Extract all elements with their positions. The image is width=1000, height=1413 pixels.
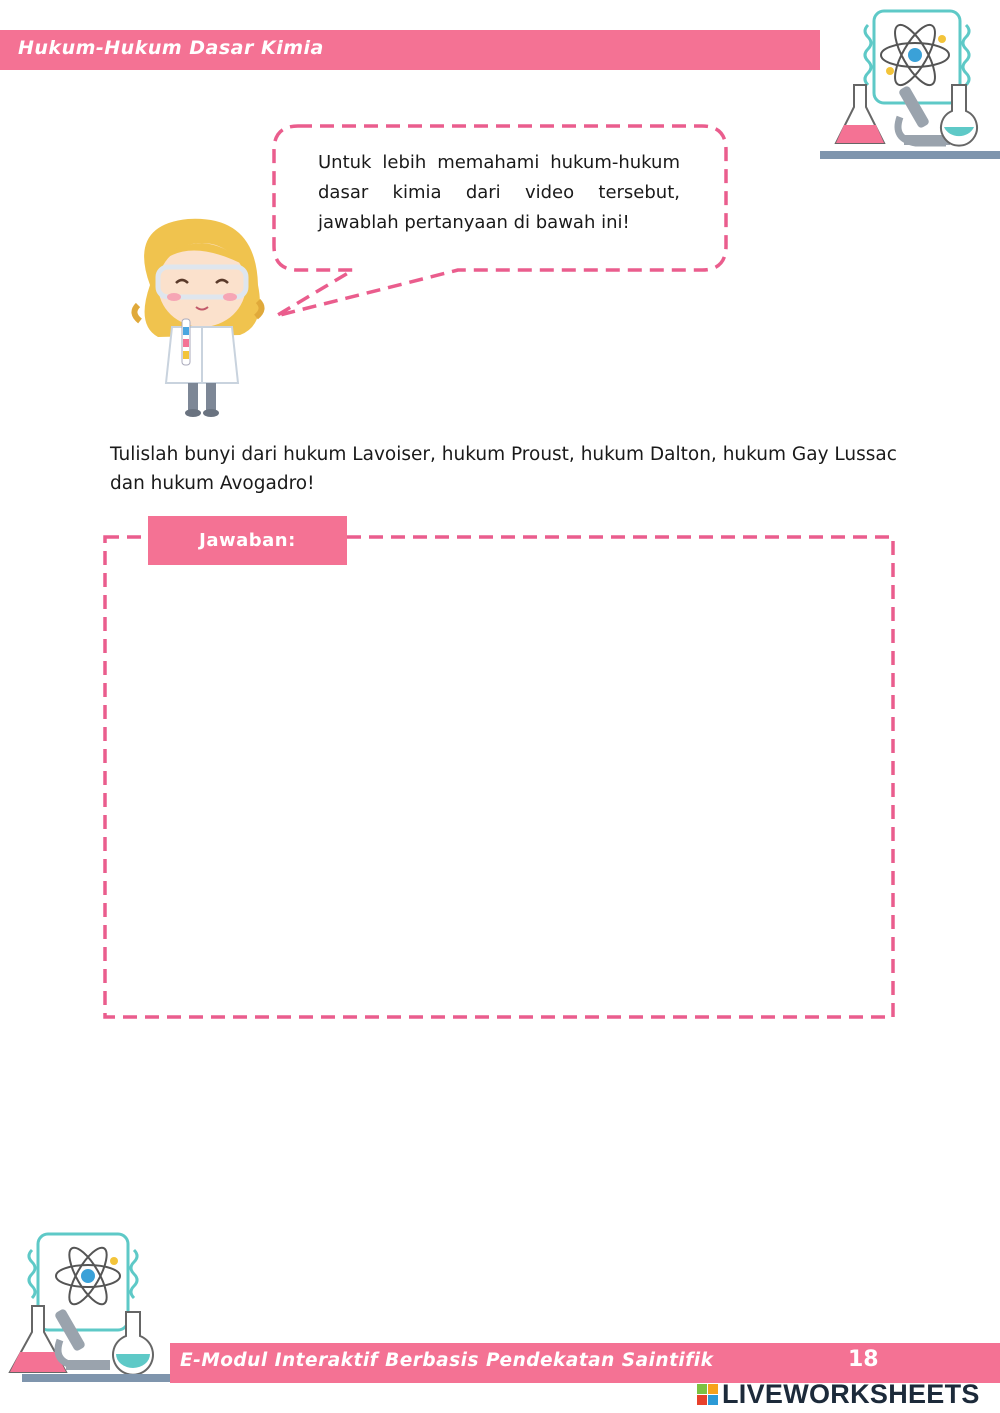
question-text: Tulislah bunyi dari hukum Lavoiser, hukum Proust, hukum Dalton, hukum Gay Lussac dan hukum Avogadro! — [110, 444, 897, 494]
speech-bubble-text: Untuk lebih memahami hukum-hukum dasar kimia dari video tersebut, jawablah pertanyaan di bawah ini! — [318, 152, 680, 233]
science-lab-icon — [820, 5, 1000, 165]
science-lab-icon-footer — [2, 1228, 177, 1388]
footer-title: E-Modul Interaktif Berbasis Pendekatan Saintifik — [180, 1350, 714, 1371]
scientist-girl-illustration — [128, 215, 268, 420]
answer-input[interactable] — [112, 572, 886, 1008]
header-title: Hukum-Hukum Dasar Kimia — [18, 37, 324, 59]
liveworksheets-logo[interactable] — [697, 1379, 980, 1410]
liveworksheets-mark-icon — [697, 1384, 718, 1405]
page-number: 18 — [848, 1347, 879, 1372]
answer-label: Jawaban: — [148, 516, 347, 565]
liveworksheets-brand: LIVEWORKSHEETS — [722, 1379, 980, 1409]
